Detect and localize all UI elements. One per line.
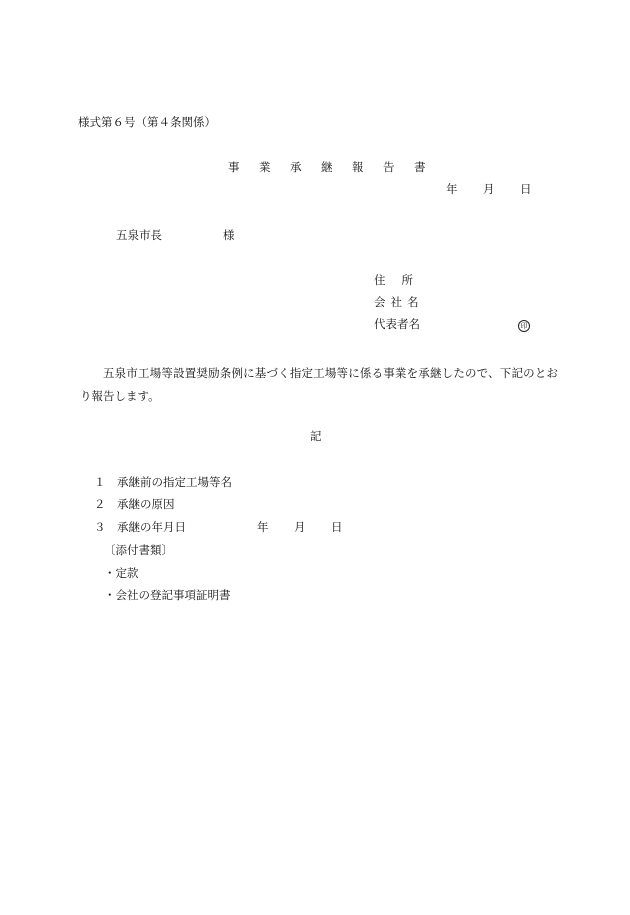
item-number: １ [94,475,106,489]
title-char: 事 [228,160,240,174]
document-title [228,162,445,174]
representative-label: 代表者名 [374,317,420,331]
addressee [116,230,235,242]
title-char: 承 [290,160,302,174]
date-year-label: 年 [446,182,458,196]
list-item [94,522,343,534]
title-char: 告 [383,160,395,174]
list-item [94,499,175,511]
title-char: 報 [352,160,364,174]
list-item [94,477,232,489]
title-char: 業 [259,160,271,174]
company-name-label: 会社名 [374,295,424,309]
body-paragraph: 五泉市工場等設置奨励条例に基づく指定工場等に係る事業を承継したので、下記のとおり報告します。 [80,366,558,403]
date-line [446,184,540,196]
seal-mark: 印 [518,320,530,332]
item-number: ３ [94,520,106,534]
address-label: 住所 [374,273,429,287]
item-month-label: 月 [294,520,306,534]
item-text: 承継の年月日 [117,520,186,534]
item-text: 承継前の指定工場等名 [117,475,232,489]
ki-heading: 記 [310,429,322,443]
item-number: ２ [94,497,106,511]
item-day-label: 日 [331,520,343,534]
title-char: 書 [414,160,426,174]
date-month-label: 月 [483,182,495,196]
attachments-heading: 〔添付書類〕 [104,543,173,557]
addressee-name: 五泉市長 [116,228,162,242]
title-char: 継 [321,160,333,174]
item-text: 承継の原因 [117,497,175,511]
date-day-label: 日 [520,182,532,196]
attachment-item: ・定款 [104,566,139,580]
item-year-label: 年 [257,520,269,534]
addressee-honorific: 様 [223,228,235,242]
form-number: 様式第６号（第４条関係） [78,115,216,129]
attachment-item: ・会社の登記事項証明書 [104,588,231,602]
